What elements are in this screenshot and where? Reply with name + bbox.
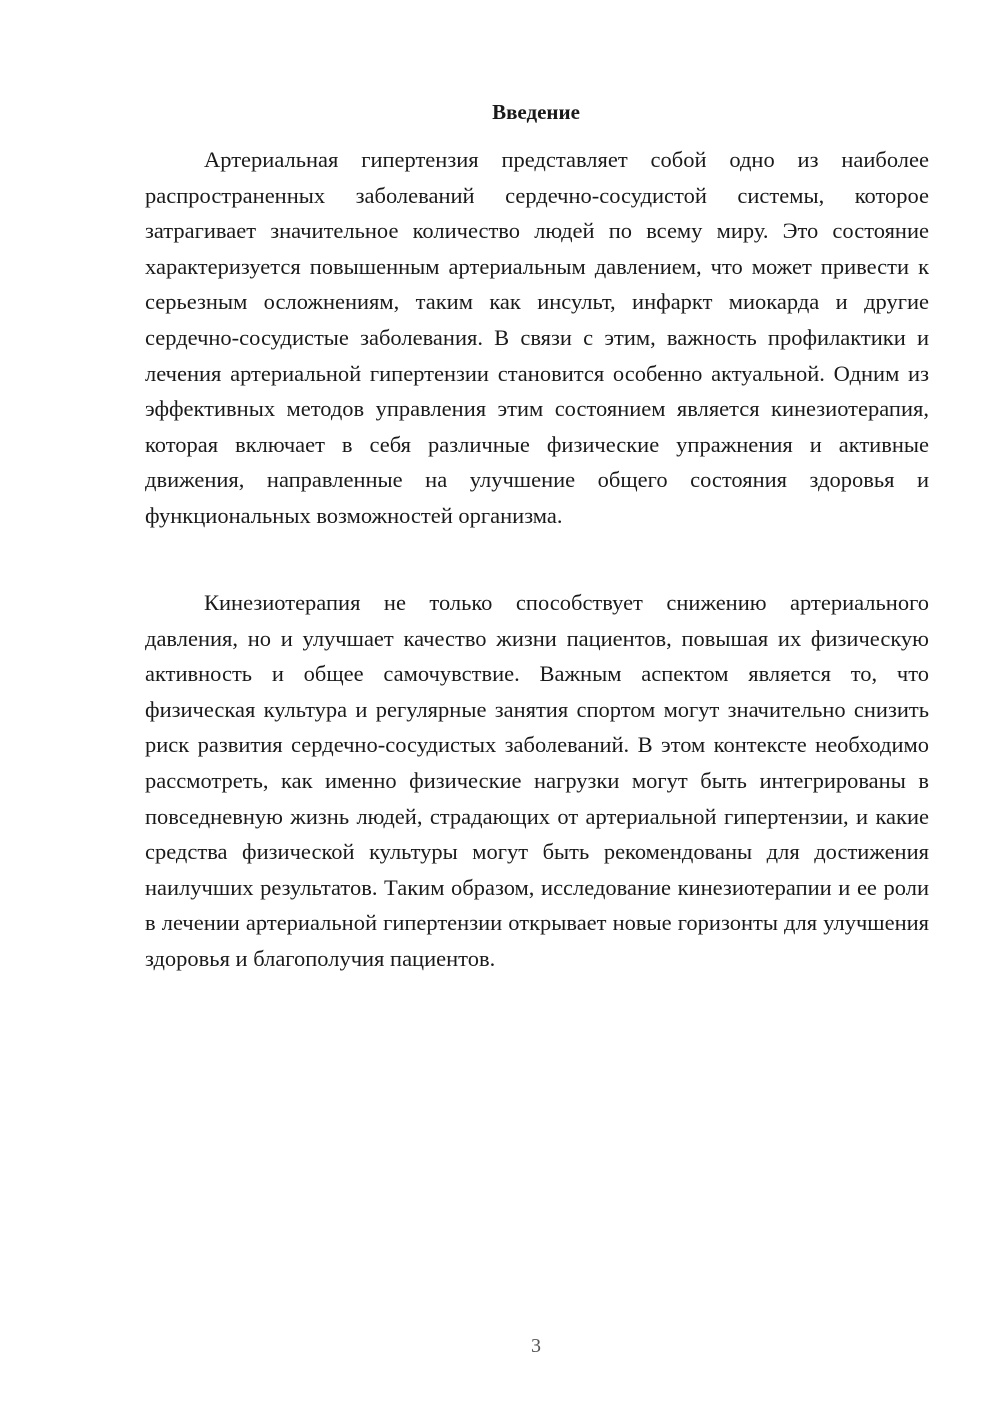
- page-number: 3: [531, 1335, 541, 1357]
- paragraph-2: Кинезиотерапия не только способствует снижению артериального давления, но и улучшает качество жизни пациентов, повышая их физическую активность и общее самочувствие. Важным аспектом является то, что физическая культура и регулярные занятия спортом могут значительно снизить риск развития сердечно-сосудистых заболеваний. В этом контексте необходимо рассмотреть, как именно физические нагрузки могут быть интегрированы в повседневную жизнь людей, страдающих от артериальной гипертензии, и какие средства физической культуры могут быть рекомендованы для достижения наилучших результатов. Таким образом, исследование кинезиотерапии и ее роли в лечении артериальной гипертензии открывает новые горизонты для улучшения здоровья и благополучия пациентов.: [145, 590, 929, 971]
- section-heading: Введение: [492, 100, 580, 124]
- paragraph-1: Артериальная гипертензия представляет собой одно из наиболее распространенных заболеваний сердечно-сосудистой системы, которое затрагивает значительное количество людей по всему миру. Это состояние характеризуется повышенным артериальным давлением, что может привести к серьезным осложнениям, таким как инсульт, инфаркт миокарда и другие сердечно-сосудистые заболевания. В связи с этим, важность профилактики и лечения артериальной гипертензии становится особенно актуальной. Одним из эффективных методов управления этим состоянием является кинезиотерапия, которая включает в себя различные физические упражнения и активные движения, направленные на улучшение общего состояния здоровья и функциональных возможностей организма.: [145, 147, 929, 528]
